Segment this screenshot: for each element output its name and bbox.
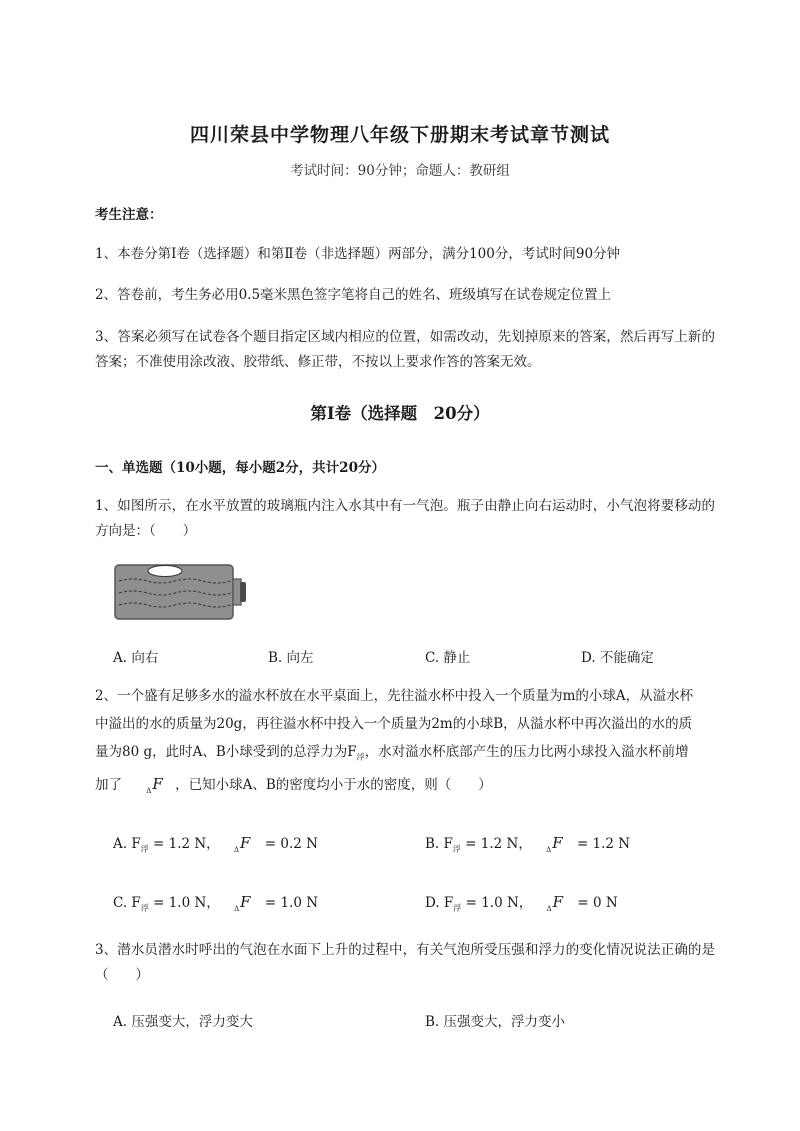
- question-3-stem: 3、潜水员潜水时呼出的气泡在水面下上升的过程中，有关气泡所受压强和浮力的变化情况说法正确的是（ ）: [95, 942, 715, 983]
- q2-option-a: A. $F_浮 = 1.2$ N， $_\Delta$F = 0.2 N: [113, 834, 318, 854]
- delta-symbol: Δ: [146, 786, 152, 795]
- section-title: 第I卷（选择题 20分）: [310, 404, 490, 423]
- bottle-neck: [233, 579, 241, 605]
- notice-item-2: 2、答卷前，考生务必用0.5毫米黑色签字笔将自己的姓名、班级填写在试卷规定位置上: [95, 287, 612, 303]
- question-2-line-4: 加了 $_\Delta$F ，已知小球A、B的密度均小于水的密度，则（ ）: [95, 775, 492, 795]
- q3-option-a: A. 压强变大，浮力变大: [113, 1014, 253, 1030]
- question-2-line-3: 量为80 g，此时A、B小球受到的总浮力为$F_浮$，水对溢水杯底部产生的压力比两小球投入溢水杯前增: [95, 744, 689, 762]
- notice-item-1: 1、本卷分第I卷（选择题）和第Ⅱ卷（非选择题）两部分，满分100分，考试时间90分钟: [95, 246, 621, 262]
- q2-option-b: B. $F_浮 = 1.2$ N， $_\Delta$F = 1.2 N: [425, 834, 631, 854]
- exam-info: 考试时间：90分钟；命题人：教研组: [290, 163, 510, 179]
- bottle-cap: [240, 582, 246, 602]
- float-subscript: 浮: [356, 752, 365, 762]
- force-symbol: F: [152, 775, 163, 793]
- notice-item-3: 3、答案必须写在试卷各个题目指定区域内相应的位置，如需改动，先划掉原来的答案，然后再写上新的答案；不准使用涂改液、胶带纸、修正带，不按以上要求作答的答案无效。: [95, 329, 715, 370]
- page-title: 四川荣县中学物理八年级下册期末考试章节测试: [189, 124, 610, 146]
- question-2-line-2: 中溢出的水的质量为20g，再往溢水杯中投入一个质量为2m的小球B，从溢水杯中再次溢出的水的质: [95, 716, 693, 732]
- q1-option-d: D. 不能确定: [581, 650, 654, 666]
- question-1-stem: 1、如图所示，在水平放置的玻璃瓶内注入水其中有一气泡。瓶子由静止向右运动时，小气泡将要移动的方向是：（ ）: [95, 498, 715, 539]
- q1-option-b: B. 向左: [268, 650, 314, 666]
- q2-option-d: D. $F_浮 = 1.0$ N， $_\Delta$F = 0 N: [425, 893, 618, 913]
- q1-option-c: C. 静止: [425, 650, 471, 666]
- notice-heading: 考生注意：: [95, 207, 163, 223]
- air-bubble: [148, 566, 182, 577]
- question-2-line-1: 2、一个盛有足够多水的溢水杯放在水平桌面上，先往溢水杯中投入一个质量为m的小球A，从溢水杯: [95, 688, 694, 704]
- q1-option-a: A. 向右: [113, 650, 159, 666]
- part-heading: 一、单选题（10小题，每小题2分，共计20分）: [95, 460, 385, 476]
- q2-option-c: C. $F_浮 = 1.0$ N， $_\Delta$F = 1.0 N: [113, 893, 319, 913]
- q3-option-b: B. 压强变大，浮力变小: [425, 1014, 566, 1030]
- bottle-figure: [113, 563, 247, 621]
